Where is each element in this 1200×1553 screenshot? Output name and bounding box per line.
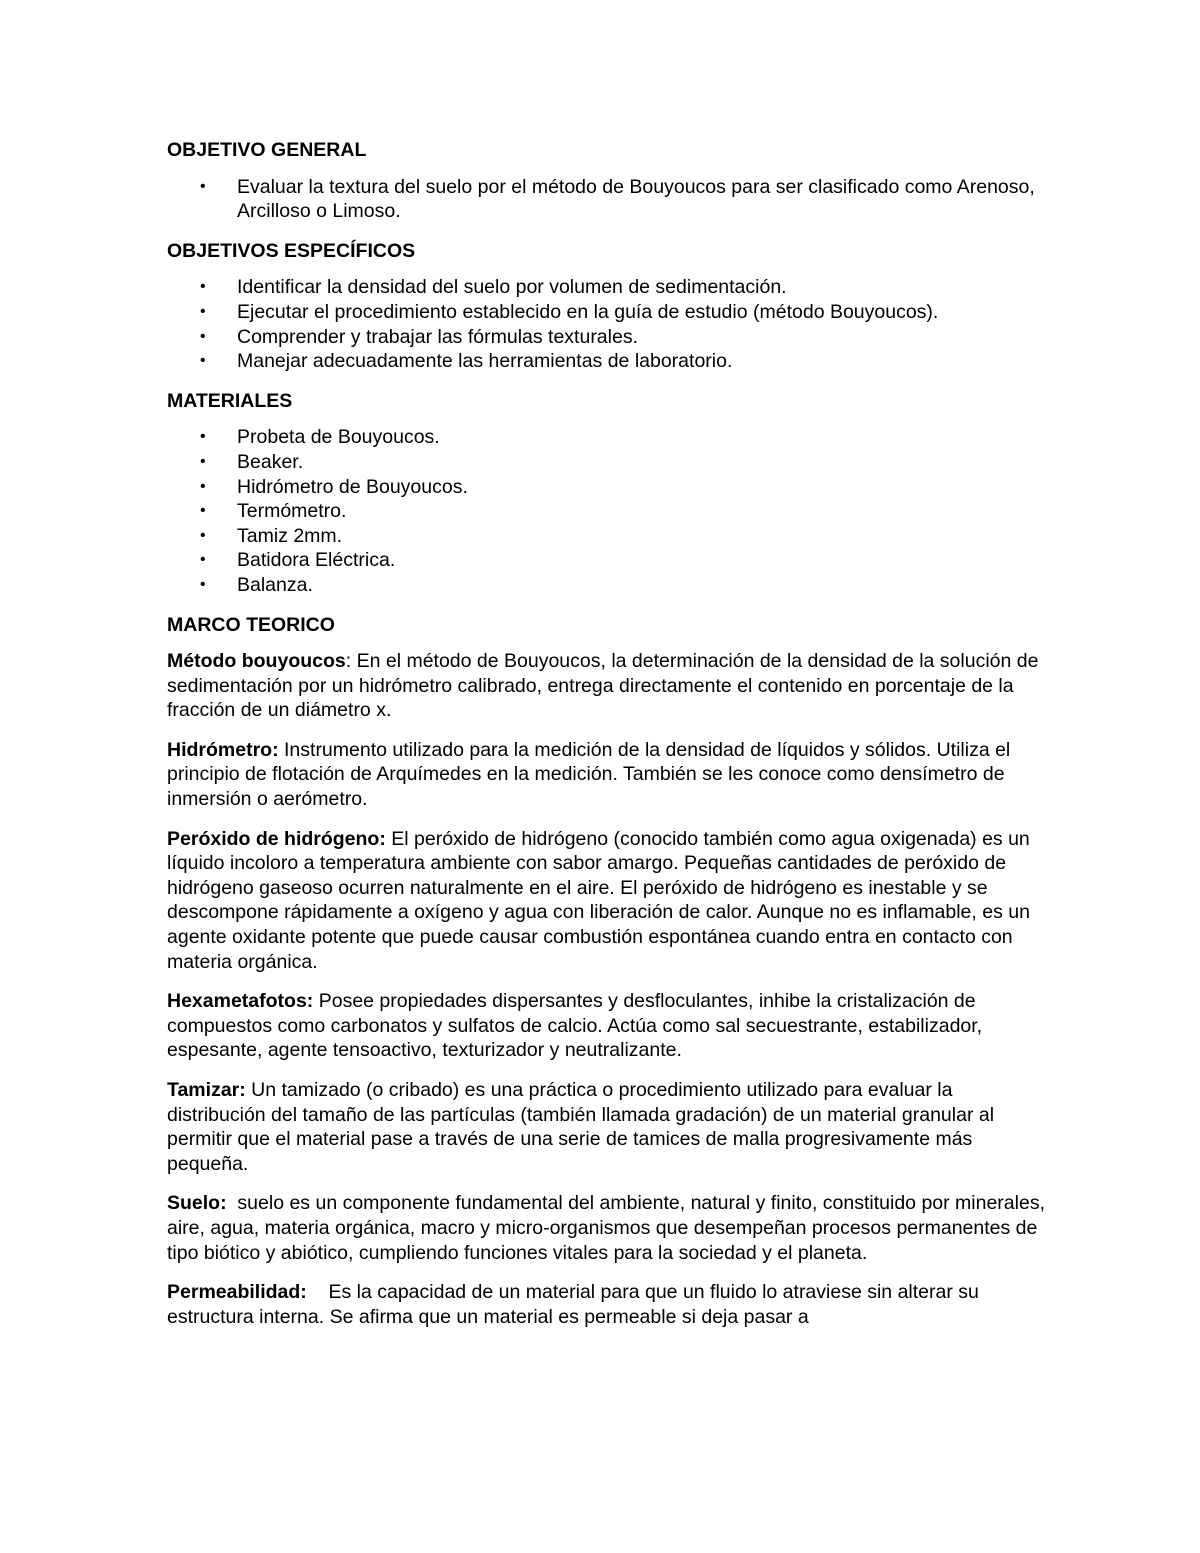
list-item-text: Probeta de Bouyoucos. (237, 426, 440, 449)
definition-text: : En el método de Bouyoucos, la determinación de la densidad de la solución de sedimentación por un hidrómetro calibrado, entrega directamente el contenido en porcentaje de la fracción de un diámetro x. (167, 650, 1039, 722)
list-item (167, 300, 1047, 325)
definition-term: Hexametafotos: (167, 990, 314, 1013)
definition-peroxido-de-hidrogeno (167, 827, 1047, 975)
list-item-text: Hidrómetro de Bouyoucos. (237, 475, 468, 498)
bullet-icon: • (200, 526, 206, 544)
definition-term: Hidrómetro: (167, 738, 279, 761)
list-item-text: Balanza. (237, 573, 313, 596)
bullet-icon: • (200, 477, 206, 495)
definition-text: Posee propiedades dispersantes y desfloculantes, inhibe la cristalización de compuestos como carbonatos y sulfatos de calcio. Actúa como sal secuestrante, estabilizador, espesante, agente tensoactivo, texturizador y neutralizante. (167, 990, 983, 1062)
materiales-list (167, 425, 1047, 597)
document-page (167, 138, 1051, 1344)
list-item (167, 548, 1047, 573)
list-item (167, 275, 1047, 300)
list-item (167, 425, 1047, 450)
list-item-text: Batidora Eléctrica. (237, 549, 396, 572)
definition-text: suelo es un componente fundamental del ambiente, natural y finito, constituido por minerales, aire, agua, materia orgánica, macro y micro-organismos que desempeñan procesos permanentes de tipo biótico y abiótico, cumpliendo funciones vitales para la sociedad y el planeta. (167, 1192, 1051, 1264)
list-item (167, 450, 1047, 475)
list-item (167, 349, 1047, 374)
list-item (167, 499, 1047, 524)
definition-permeabilidad (167, 1280, 1047, 1329)
definition-text: Un tamizado (o cribado) es una práctica o procedimiento utilizado para evaluar la distribución del tamaño de las partículas (también llamada gradación) de un material granular al permitir que el material pase a través de una serie de tamices de malla progresivamente más pequeña. (167, 1079, 995, 1175)
definition-tamizar (167, 1078, 1047, 1176)
definition-hidrometro (167, 738, 1047, 812)
bullet-icon: • (200, 177, 206, 195)
list-item (167, 325, 1047, 350)
list-item (167, 524, 1047, 549)
list-item (167, 175, 1047, 224)
definition-term: Peróxido de hidrógeno: (167, 827, 386, 850)
list-item (167, 573, 1047, 598)
bullet-icon: • (200, 575, 206, 593)
bullet-icon: • (200, 278, 206, 296)
list-item-text: Identificar la densidad del suelo por volumen de sedimentación. (237, 276, 787, 299)
definition-term: Permeabilidad: (167, 1281, 307, 1304)
objetivo-general-list (167, 175, 1047, 224)
list-item-text: Tamiz 2mm. (237, 524, 343, 547)
list-item-text: Comprender y trabajar las fórmulas texturales. (237, 325, 638, 348)
heading-objetivo-general: OBJETIVO GENERAL (167, 139, 367, 161)
heading-materiales: MATERIALES (167, 389, 293, 412)
list-item-text: Beaker. (237, 450, 304, 473)
definition-hexametafotos (167, 989, 1047, 1063)
definition-term: Tamizar: (167, 1079, 246, 1101)
bullet-icon: • (200, 428, 206, 446)
definition-text: El peróxido de hidrógeno (conocido también como agua oxigenada) es un líquido incoloro a temperatura ambiente con sabor amargo. Pequeñas cantidades de peróxido de hidrógeno gaseoso ocurren naturalmente en el aire. El peróxido de hidrógeno es inestable y se descompone rápidamente a oxígeno y agua con liberación de calor. Aunque no es inflamable, es un agente oxidante potente que puede causar combustión espontánea cuando entra en contacto con materia orgánica. (167, 827, 1030, 973)
heading-marco-teorico: MARCO TEORICO (167, 613, 335, 636)
list-item-text: Evaluar la textura del suelo por el método de Bouyoucos para ser clasificado como Arenoso, Arcilloso o Limoso. (237, 175, 1035, 223)
list-item-text: Termómetro. (237, 500, 347, 523)
bullet-icon: • (200, 452, 206, 470)
bullet-icon: • (200, 352, 206, 370)
definition-suelo (167, 1191, 1051, 1265)
definition-text: Instrumento utilizado para la medición de la densidad de líquidos y sólidos. Utiliza el principio de flotación de Arquímedes en la medición. También se les conoce como densímetro de inmersión o aerómetro. (167, 738, 1011, 811)
list-item (167, 475, 1047, 500)
definition-text: Es la capacidad de un material para que un fluido lo atraviese sin alterar su estructura interna. Se afirma que un material es permeable si deja pasar a (167, 1281, 985, 1328)
list-item-text: Manejar adecuadamente las herramientas de laboratorio. (237, 350, 733, 373)
list-item-text: Ejecutar el procedimiento establecido en la guía de estudio (método Bouyoucos). (237, 300, 939, 323)
bullet-icon: • (200, 302, 206, 320)
heading-objetivos-especificos: OBJETIVOS ESPECÍFICOS (167, 239, 416, 262)
definition-term: Suelo: (167, 1192, 227, 1215)
bullet-icon: • (200, 327, 206, 345)
objetivos-especificos-list (167, 275, 1047, 373)
bullet-icon: • (200, 551, 206, 569)
bullet-icon: • (200, 502, 206, 520)
definition-term: Método bouyoucos (167, 650, 346, 673)
definition-metodo-bouyoucos (167, 649, 1047, 723)
